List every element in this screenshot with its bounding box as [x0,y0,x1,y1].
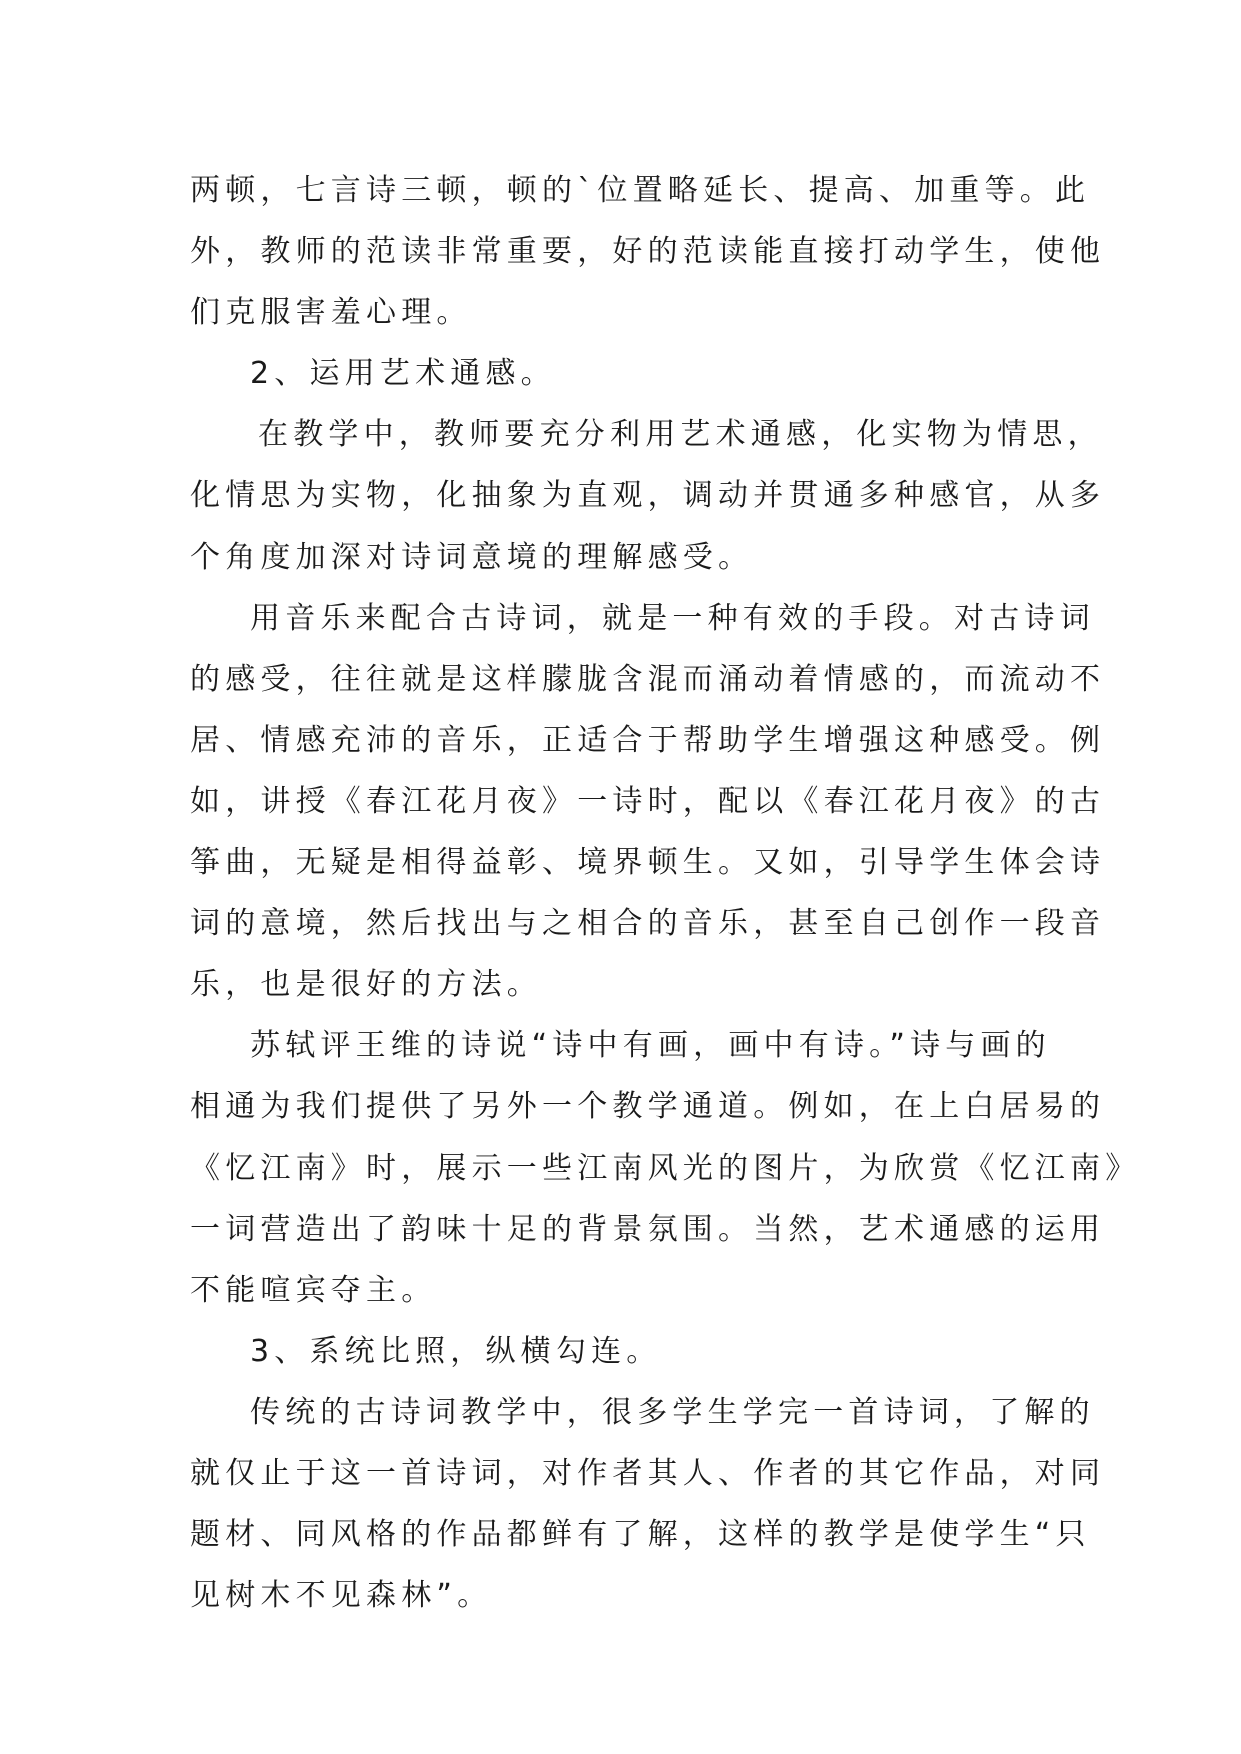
text-line: 相通为我们提供了另外一个教学通道。例如，在上白居易的 [190,1089,1106,1125]
text-line: 苏轼评王维的诗说“诗中有画，画中有诗。”诗与画的 [250,1028,1051,1064]
text-line: 题材、同风格的作品都鲜有了解，这样的教学是使学生“只 [190,1517,1091,1553]
text-line: 《忆江南》时，展示一些江南风光的图片，为欣赏《忆江南》 [190,1150,1141,1186]
text-line: 不能喧宾夺主。 [190,1272,437,1308]
text-line: 如，讲授《春江花月夜》一诗时，配以《春江花月夜》的古 [190,783,1106,819]
text-line: 词的意境，然后找出与之相合的音乐，甚至自己创作一段音 [190,906,1106,942]
text-line: 筝曲，无疑是相得益彰、境界顿生。又如，引导学生体会诗 [190,845,1106,881]
text-line: 在教学中，教师要充分利用艺术通感，化实物为情思， [258,417,1103,453]
text-line: 一词营造出了韵味十足的背景氛围。当然，艺术通感的运用 [190,1211,1106,1247]
text-line: 就仅止于这一首诗词，对作者其人、作者的其它作品，对同 [190,1455,1106,1491]
text-line: 们克服害羞心理。 [190,295,472,331]
section-heading: 2、运用艺术通感。 [250,356,556,392]
text-line: 传统的古诗词教学中，很多学生学完一首诗词，了解的 [250,1394,1095,1430]
text-line: 乐，也是很好的方法。 [190,967,542,1003]
text-line: 个角度加深对诗词意境的理解感受。 [190,539,754,575]
text-line: 见树木不见森林”。 [190,1578,493,1614]
text-line: 两顿，七言诗三顿，顿的`位置略延长、提高、加重等。此 [190,173,1091,208]
text-line: 居、情感充沛的音乐，正适合于帮助学生增强这种感受。例 [190,722,1106,758]
text-line: 的感受，往往就是这样朦胧含混而涌动着情感的，而流动不 [190,661,1106,697]
text-line: 外，教师的范读非常重要，好的范读能直接打动学生，使他 [190,234,1106,270]
text-line: 化情思为实物，化抽象为直观，调动并贯通多种感官，从多 [190,478,1106,514]
text-line: 用音乐来配合古诗词，就是一种有效的手段。对古诗词 [250,600,1095,636]
document-body [190,160,1141,1626]
section-heading: 3、系统比照，纵横勾连。 [250,1333,662,1369]
